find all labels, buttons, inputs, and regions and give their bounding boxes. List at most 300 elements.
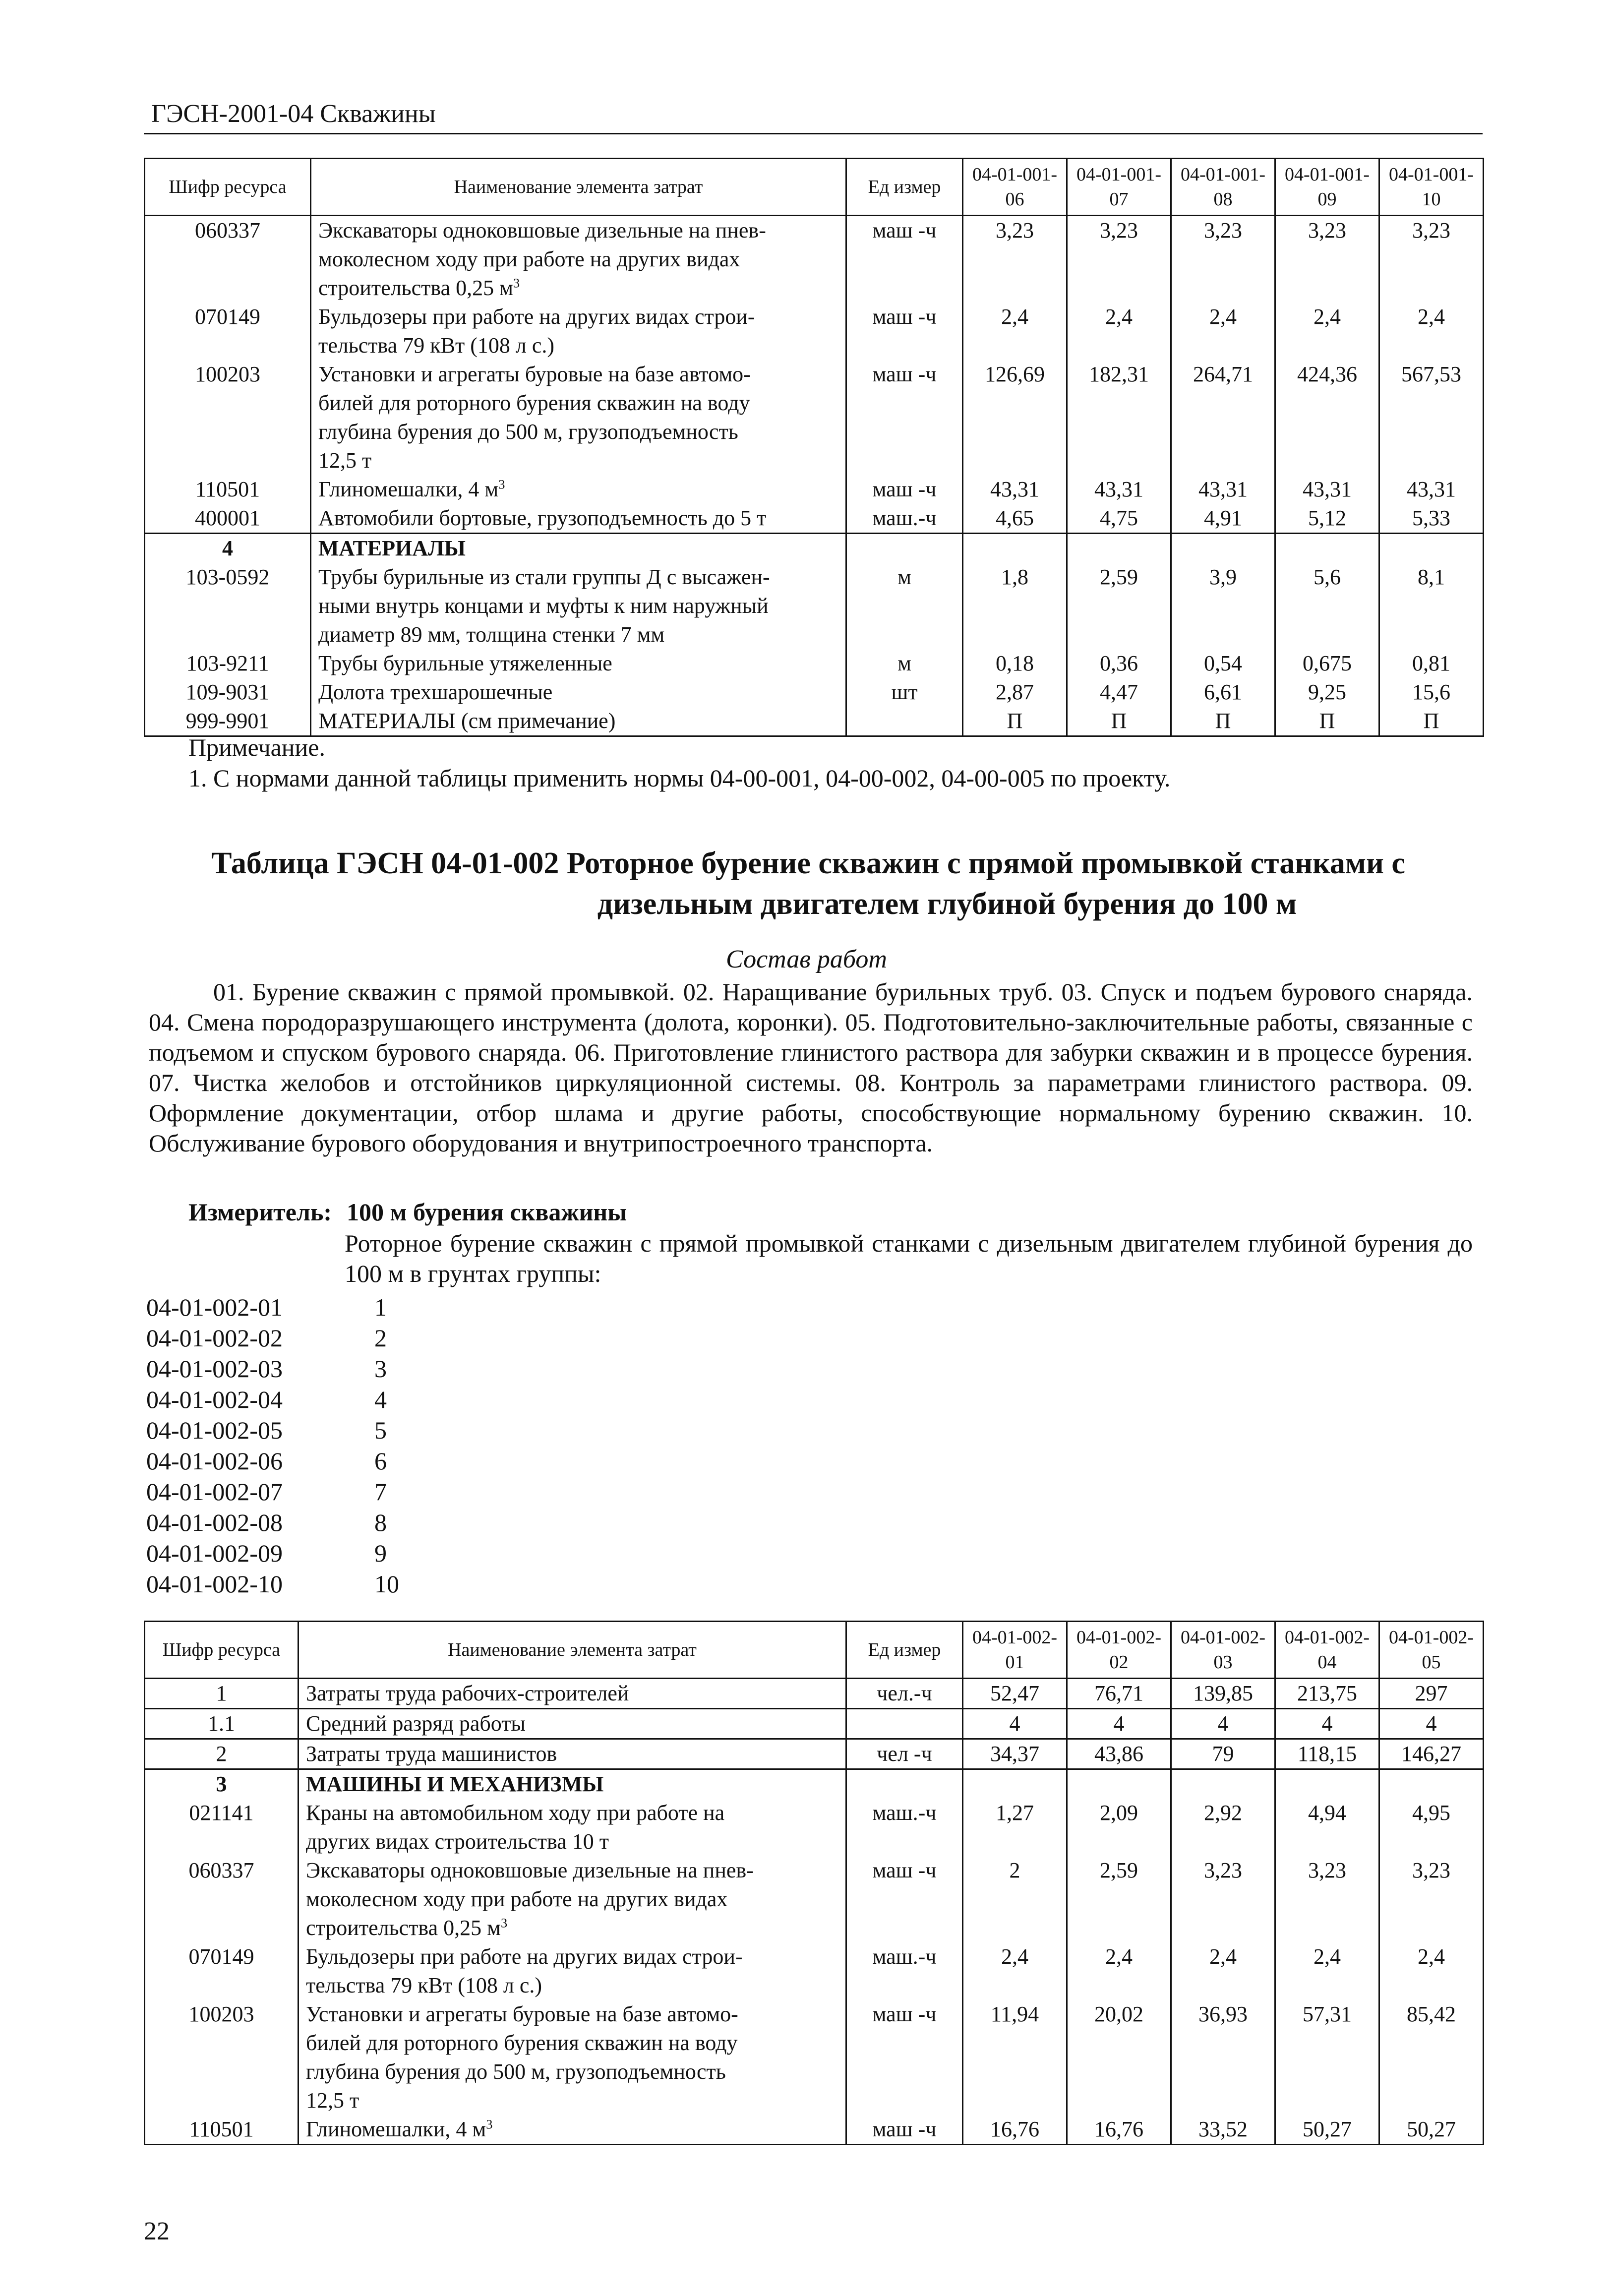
soil-group: 8 (374, 1509, 387, 1536)
soil-group: 4 (374, 1386, 387, 1413)
cell-value: 3,23 (1067, 216, 1171, 303)
header-rule (144, 133, 1483, 134)
cell-value: 2,87 (963, 678, 1067, 707)
code-list-item (146, 1446, 399, 1476)
table-row (145, 360, 1484, 475)
cell-value: 4,91 (1171, 504, 1275, 534)
code-list-item (146, 1353, 399, 1384)
cell-unit: маш -ч (846, 2115, 963, 2145)
cell-code: 110501 (145, 2115, 299, 2145)
header-col-1: 04-01-002-01 (963, 1622, 1067, 1679)
header-col-5: 04-01-001-10 (1379, 159, 1484, 216)
soil-group: 10 (374, 1570, 399, 1598)
cell-unit: чел -ч (846, 1739, 963, 1769)
cell-unit: чел.-ч (846, 1679, 963, 1709)
soil-group: 2 (374, 1324, 387, 1352)
name-line (318, 649, 838, 678)
cell-value (1067, 534, 1171, 563)
name-line (318, 331, 838, 360)
soil-group: 1 (374, 1293, 387, 1321)
name-text: Автомобили бортовые, грузоподъемность до 5 т (318, 506, 767, 530)
norm-code: 04-01-002-02 (146, 1324, 283, 1352)
cell-value (1067, 1769, 1171, 1799)
cell-value: 43,31 (963, 475, 1067, 504)
cell-value: 4,47 (1067, 678, 1171, 707)
header-col-2: 04-01-001-07 (1067, 159, 1171, 216)
name-line (306, 1885, 838, 1914)
name-text: Трубы бурильные утяжеленные (318, 651, 612, 675)
cell-value: 4 (1067, 1709, 1171, 1739)
name-text: Экскаваторы одноковшовые дизельные на пнев- (306, 1858, 754, 1882)
cell-value: 43,31 (1379, 475, 1484, 504)
cell-value: 5,33 (1379, 504, 1484, 534)
name-line (306, 1740, 838, 1768)
resource-table-2 (144, 1621, 1484, 2145)
cell-value (1275, 534, 1379, 563)
name-text: билей для роторного бурения скважин на воду (318, 391, 750, 415)
cell-unit: маш.-ч (846, 1799, 963, 1856)
name-line (318, 418, 838, 446)
table-title-line-2: дизельным двигателем глубиной бурения до 100 м (597, 887, 1297, 921)
table-row (145, 1799, 1484, 1856)
code-list-item (146, 1507, 399, 1538)
cell-value: 20,02 (1067, 2000, 1171, 2115)
cell-name (311, 475, 846, 504)
cell-value: 4,75 (1067, 504, 1171, 534)
cell-name (299, 1799, 846, 1856)
cell-code: 070149 (145, 302, 311, 360)
cell-value: 52,47 (963, 1679, 1067, 1709)
cell-value (963, 534, 1067, 563)
cell-value: 76,71 (1067, 1679, 1171, 1709)
cell-value: П (1067, 707, 1171, 736)
name-line (306, 2029, 838, 2057)
cell-value: 6,61 (1171, 678, 1275, 707)
cell-unit: м (846, 563, 963, 649)
cell-value: 3,23 (1171, 216, 1275, 303)
name-line (306, 1799, 838, 1827)
cell-value: 43,31 (1275, 475, 1379, 504)
name-text: моколесном ходу при работе на других видах (318, 247, 740, 271)
cell-value: 2,4 (963, 302, 1067, 360)
cell-code: 3 (145, 1769, 299, 1799)
cell-name (311, 534, 846, 563)
name-line (306, 1971, 838, 2000)
cell-name (299, 1739, 846, 1769)
section-row (145, 1769, 1484, 1799)
name-text: Долота трехшарошечные (318, 680, 553, 704)
cell-value: 264,71 (1171, 360, 1275, 475)
cell-value: 43,86 (1067, 1739, 1171, 1769)
cell-value: 0,81 (1379, 649, 1484, 678)
cell-name (311, 302, 846, 360)
composition-text: 01. Бурение скважин с прямой промывкой. 02. Наращивание бурильных труб. 03. Спуск и подъем бурового снаряда. 04. Смена породоразрушающего инструмента (долота, коронки). 05. Подготовительно-заключительные работы, связанные с подъемом и спуском бурового снаряда. 06. Приготовление глинистого раствора для забурки скважин и в процессе бурения. 07. Чистка желобов и отстойников циркуляционной системы. 08. Контроль за параметрами глинистого раствора. 09. Оформление документации, отбор шлама и другие работы, способствующие нормальному бурению скважин. 10. Обслуживание бурового оборудования и внутрипостроечного транспорта. (149, 978, 1473, 1157)
name-text: Бульдозеры при работе на других видах строи- (318, 304, 755, 329)
code-list-item (146, 1323, 399, 1353)
cell-value (1171, 1769, 1275, 1799)
table-row (145, 649, 1484, 678)
name-text: других видах строительства 10 т (306, 1829, 609, 1854)
name-text: тельства 79 кВт (108 л с.) (306, 1973, 542, 1997)
cell-value: 2,4 (1275, 1942, 1379, 2000)
cell-code: 060337 (145, 1856, 299, 1942)
cell-value: 85,42 (1379, 2000, 1484, 2115)
table-row (145, 216, 1484, 303)
cell-name (311, 649, 846, 678)
cell-name (311, 216, 846, 303)
cell-value: 0,18 (963, 649, 1067, 678)
name-line (318, 475, 838, 504)
cell-code: 103-9211 (145, 649, 311, 678)
cell-value: 3,23 (1171, 1856, 1275, 1942)
cell-value: 139,85 (1171, 1679, 1275, 1709)
cell-value: 9,25 (1275, 678, 1379, 707)
cell-value: 50,27 (1379, 2115, 1484, 2145)
cell-value: 213,75 (1275, 1679, 1379, 1709)
name-text: МАШИНЫ И МЕХАНИЗМЫ (306, 1772, 604, 1796)
table-row (145, 1679, 1484, 1709)
intro-text: Роторное бурение скважин с прямой промывкой станками с дизельным двигателем глубиной бурения до 100 м в грунтах группы: (345, 1229, 1473, 1287)
name-line (318, 563, 838, 592)
cell-value: 16,76 (963, 2115, 1067, 2145)
cell-unit: маш.-ч (846, 504, 963, 534)
header-col-4: 04-01-001-09 (1275, 159, 1379, 216)
code-list-item (146, 1384, 399, 1415)
cell-value (1171, 534, 1275, 563)
cell-name (299, 1769, 846, 1799)
cell-code: 100203 (145, 360, 311, 475)
cell-code: 4 (145, 534, 311, 563)
cell-value: 4,94 (1275, 1799, 1379, 1856)
table-row (145, 563, 1484, 649)
name-line (318, 678, 838, 707)
cell-name (299, 1709, 846, 1739)
name-line (318, 216, 838, 245)
table-row (145, 1942, 1484, 2000)
cell-value: 0,36 (1067, 649, 1171, 678)
unit-superscript: 3 (513, 275, 520, 291)
cell-unit: маш -ч (846, 216, 963, 303)
cell-code: 060337 (145, 216, 311, 303)
cell-value: 3,23 (1379, 1856, 1484, 1942)
soil-group: 3 (374, 1355, 387, 1383)
cell-name (299, 1856, 846, 1942)
table-row (145, 504, 1484, 534)
cell-value: 2,4 (1379, 302, 1484, 360)
header-unit: Ед измер (846, 1622, 963, 1679)
table-row (145, 475, 1484, 504)
table-row (145, 707, 1484, 736)
header-code: Шифр ресурса (145, 159, 311, 216)
cell-name (299, 2115, 846, 2145)
cell-code: 2 (145, 1739, 299, 1769)
name-text: моколесном ходу при работе на других видах (306, 1887, 728, 1911)
cell-code: 021141 (145, 1799, 299, 1856)
cell-unit (846, 1709, 963, 1739)
cell-value: 43,31 (1067, 475, 1171, 504)
cell-unit: маш -ч (846, 302, 963, 360)
cell-value: 4,65 (963, 504, 1067, 534)
table-row (145, 302, 1484, 360)
cell-value: 3,9 (1171, 563, 1275, 649)
cell-value: 2,92 (1171, 1799, 1275, 1856)
soil-group: 7 (374, 1478, 387, 1506)
name-line (306, 2057, 838, 2086)
norm-code: 04-01-002-08 (146, 1509, 283, 1536)
cell-value: 15,6 (1379, 678, 1484, 707)
cell-value: 4 (963, 1709, 1067, 1739)
code-list-item (146, 1415, 399, 1446)
name-text: глубина бурения до 500 м, грузоподъемность (306, 2059, 726, 2084)
name-line (306, 2086, 838, 2115)
name-text: Установки и агрегаты буровые на базе автомо- (318, 362, 751, 386)
cell-value: 8,1 (1379, 563, 1484, 649)
header-col-1: 04-01-001-06 (963, 159, 1067, 216)
table-header-row (145, 1622, 1484, 1679)
running-head: ГЭСН-2001-04 Скважины (151, 100, 436, 128)
measure-value: 100 м бурения скважины (347, 1198, 627, 1226)
name-line (306, 2000, 838, 2029)
name-line (306, 2115, 838, 2144)
cell-value: 2,4 (1067, 1942, 1171, 2000)
cell-value: 3,23 (963, 216, 1067, 303)
cell-value: 126,69 (963, 360, 1067, 475)
name-text: 12,5 т (318, 448, 372, 473)
unit-superscript: 3 (498, 477, 505, 492)
cell-value: 2,09 (1067, 1799, 1171, 1856)
header-col-3: 04-01-002-03 (1171, 1622, 1275, 1679)
name-line (318, 245, 838, 274)
cell-value: П (1171, 707, 1275, 736)
cell-code: 103-0592 (145, 563, 311, 649)
measure-line (188, 1198, 627, 1226)
cell-value (963, 1769, 1067, 1799)
cell-value: 36,93 (1171, 2000, 1275, 2115)
measure-label: Измеритель: (188, 1198, 332, 1226)
cell-value: 0,54 (1171, 649, 1275, 678)
cell-code: 999-9901 (145, 707, 311, 736)
cell-name (311, 360, 846, 475)
cell-unit (846, 1769, 963, 1799)
norm-code: 04-01-002-07 (146, 1478, 283, 1506)
name-text: Средний разряд работы (306, 1711, 526, 1736)
cell-value: 34,37 (963, 1739, 1067, 1769)
cell-unit: шт (846, 678, 963, 707)
cell-code: 070149 (145, 1942, 299, 2000)
cell-name (311, 707, 846, 736)
code-list-item (146, 1292, 399, 1323)
cell-value: 297 (1379, 1679, 1484, 1709)
name-text: Глиномешалки, 4 м (318, 477, 499, 501)
name-text: строительства 0,25 м (318, 276, 513, 300)
name-text: ными внутрь концами и муфты к ним наружный (318, 594, 769, 618)
cell-value: П (1275, 707, 1379, 736)
name-text: тельства 79 кВт (108 л с.) (318, 333, 555, 358)
cell-value: 16,76 (1067, 2115, 1171, 2145)
cell-value: 2,4 (963, 1942, 1067, 2000)
table-row (145, 1856, 1484, 1942)
cell-value: 3,23 (1275, 1856, 1379, 1942)
name-line (318, 504, 838, 533)
header-unit: Ед измер (846, 159, 963, 216)
cell-value: 2,4 (1067, 302, 1171, 360)
cell-value: П (963, 707, 1067, 736)
cell-unit: маш -ч (846, 475, 963, 504)
table-header-row (145, 159, 1484, 216)
cell-value: 2,59 (1067, 563, 1171, 649)
table-row (145, 2115, 1484, 2145)
name-line (306, 1770, 838, 1799)
cell-value: 2,59 (1067, 1856, 1171, 1942)
name-line (318, 274, 838, 302)
table-title (149, 843, 1468, 924)
name-line (306, 1942, 838, 1971)
cell-code: 1.1 (145, 1709, 299, 1739)
table-title-line-1: Таблица ГЭСН 04-01-002 Роторное бурение скважин с прямой промывкой станками с (211, 846, 1405, 880)
cell-value: 3,23 (1379, 216, 1484, 303)
cell-value: 43,31 (1171, 475, 1275, 504)
header-code: Шифр ресурса (145, 1622, 299, 1679)
cell-name (311, 504, 846, 534)
name-text: МАТЕРИАЛЫ (см примечание) (318, 709, 616, 733)
name-text: Затраты труда машинистов (306, 1742, 557, 1766)
code-list-item (146, 1476, 399, 1507)
cell-code: 100203 (145, 2000, 299, 2115)
cell-value: 33,52 (1171, 2115, 1275, 2145)
cell-unit (846, 534, 963, 563)
cell-unit: маш.-ч (846, 1942, 963, 2000)
cell-name (299, 1679, 846, 1709)
name-text: Трубы бурильные из стали группы Д с высажен- (318, 565, 770, 589)
cell-code: 1 (145, 1679, 299, 1709)
note-heading: Примечание. (188, 733, 326, 761)
unit-superscript: 3 (486, 2116, 493, 2132)
code-list-item (146, 1569, 399, 1599)
cell-value: 118,15 (1275, 1739, 1379, 1769)
norm-code: 04-01-002-05 (146, 1416, 283, 1444)
cell-value: 4 (1171, 1709, 1275, 1739)
cell-unit (846, 707, 963, 736)
table-row (145, 1739, 1484, 1769)
soil-group: 6 (374, 1447, 387, 1475)
cell-unit: маш -ч (846, 1856, 963, 1942)
name-line (318, 446, 838, 475)
name-text: Краны на автомобильном ходу при работе на (306, 1801, 725, 1825)
name-line (318, 592, 838, 620)
header-name: Наименование элемента затрат (299, 1622, 846, 1679)
cell-value: 3,23 (1275, 216, 1379, 303)
name-line (306, 1679, 838, 1708)
page-number: 22 (144, 2217, 170, 2245)
name-text: 12,5 т (306, 2088, 359, 2113)
cell-code: 109-9031 (145, 678, 311, 707)
cell-value (1379, 1769, 1484, 1799)
cell-value: 4 (1275, 1709, 1379, 1739)
cell-value: 146,27 (1379, 1739, 1484, 1769)
norm-code: 04-01-002-10 (146, 1570, 283, 1598)
cell-name (299, 1942, 846, 2000)
cell-value: 5,6 (1275, 563, 1379, 649)
name-text: МАТЕРИАЛЫ (318, 536, 466, 560)
header-name: Наименование элемента затрат (311, 159, 846, 216)
cell-name (311, 678, 846, 707)
section-row (145, 534, 1484, 563)
name-text: Экскаваторы одноковшовые дизельные на пнев- (318, 218, 766, 242)
header-col-5: 04-01-002-05 (1379, 1622, 1484, 1679)
cell-value: 2,4 (1275, 302, 1379, 360)
name-line (306, 1914, 838, 1942)
soil-group: 5 (374, 1416, 387, 1444)
composition-heading: Состав работ (726, 945, 887, 973)
name-text: Установки и агрегаты буровые на базе автомо- (306, 2002, 738, 2026)
cell-unit: маш -ч (846, 360, 963, 475)
header-col-2: 04-01-002-02 (1067, 1622, 1171, 1679)
name-line (318, 389, 838, 418)
cell-value: 1,27 (963, 1799, 1067, 1856)
table-row (145, 2000, 1484, 2115)
header-col-4: 04-01-002-04 (1275, 1622, 1379, 1679)
cell-value: 2,4 (1379, 1942, 1484, 2000)
cell-value: 2 (963, 1856, 1067, 1942)
name-line (318, 360, 838, 389)
cell-value: 2,4 (1171, 302, 1275, 360)
cell-name (311, 563, 846, 649)
cell-value: 57,31 (1275, 2000, 1379, 2115)
table-row (145, 1709, 1484, 1739)
header-col-3: 04-01-001-08 (1171, 159, 1275, 216)
norm-code: 04-01-002-04 (146, 1386, 283, 1413)
cell-value: 11,94 (963, 2000, 1067, 2115)
cell-value: 79 (1171, 1739, 1275, 1769)
name-text: билей для роторного бурения скважин на воду (306, 2031, 738, 2055)
resource-table-1 (144, 158, 1484, 737)
cell-value: П (1379, 707, 1484, 736)
cell-unit: м (846, 649, 963, 678)
name-line (318, 620, 838, 649)
name-text: Затраты труда рабочих-строителей (306, 1681, 629, 1705)
cell-value: 0,675 (1275, 649, 1379, 678)
name-line (318, 302, 838, 331)
norm-code: 04-01-002-03 (146, 1355, 283, 1383)
name-text: диаметр 89 мм, толщина стенки 7 мм (318, 622, 665, 647)
name-line (306, 1709, 838, 1738)
name-text: Бульдозеры при работе на других видах строи- (306, 1944, 743, 1969)
norm-code: 04-01-002-06 (146, 1447, 283, 1475)
cell-value: 2,4 (1171, 1942, 1275, 2000)
cell-value: 182,31 (1067, 360, 1171, 475)
name-line (318, 707, 838, 735)
name-line (306, 1827, 838, 1856)
name-text: строительства 0,25 м (306, 1916, 501, 1940)
norm-code: 04-01-002-01 (146, 1293, 283, 1321)
cell-value: 50,27 (1275, 2115, 1379, 2145)
name-line (306, 1856, 838, 1885)
cell-value (1275, 1769, 1379, 1799)
cell-name (299, 2000, 846, 2115)
name-text: Глиномешалки, 4 м (306, 2117, 486, 2141)
cell-code: 400001 (145, 504, 311, 534)
cell-code: 110501 (145, 475, 311, 504)
note-item: 1. С нормами данной таблицы применить нормы 04-00-001, 04-00-002, 04-00-005 по проекту. (188, 764, 1171, 792)
norm-code: 04-01-002-09 (146, 1539, 283, 1567)
cell-value: 424,36 (1275, 360, 1379, 475)
cell-value: 5,12 (1275, 504, 1379, 534)
table-row (145, 678, 1484, 707)
code-list (146, 1292, 399, 1599)
cell-unit: маш -ч (846, 2000, 963, 2115)
name-text: глубина бурения до 500 м, грузоподъемность (318, 420, 738, 444)
code-list-item (146, 1538, 399, 1569)
